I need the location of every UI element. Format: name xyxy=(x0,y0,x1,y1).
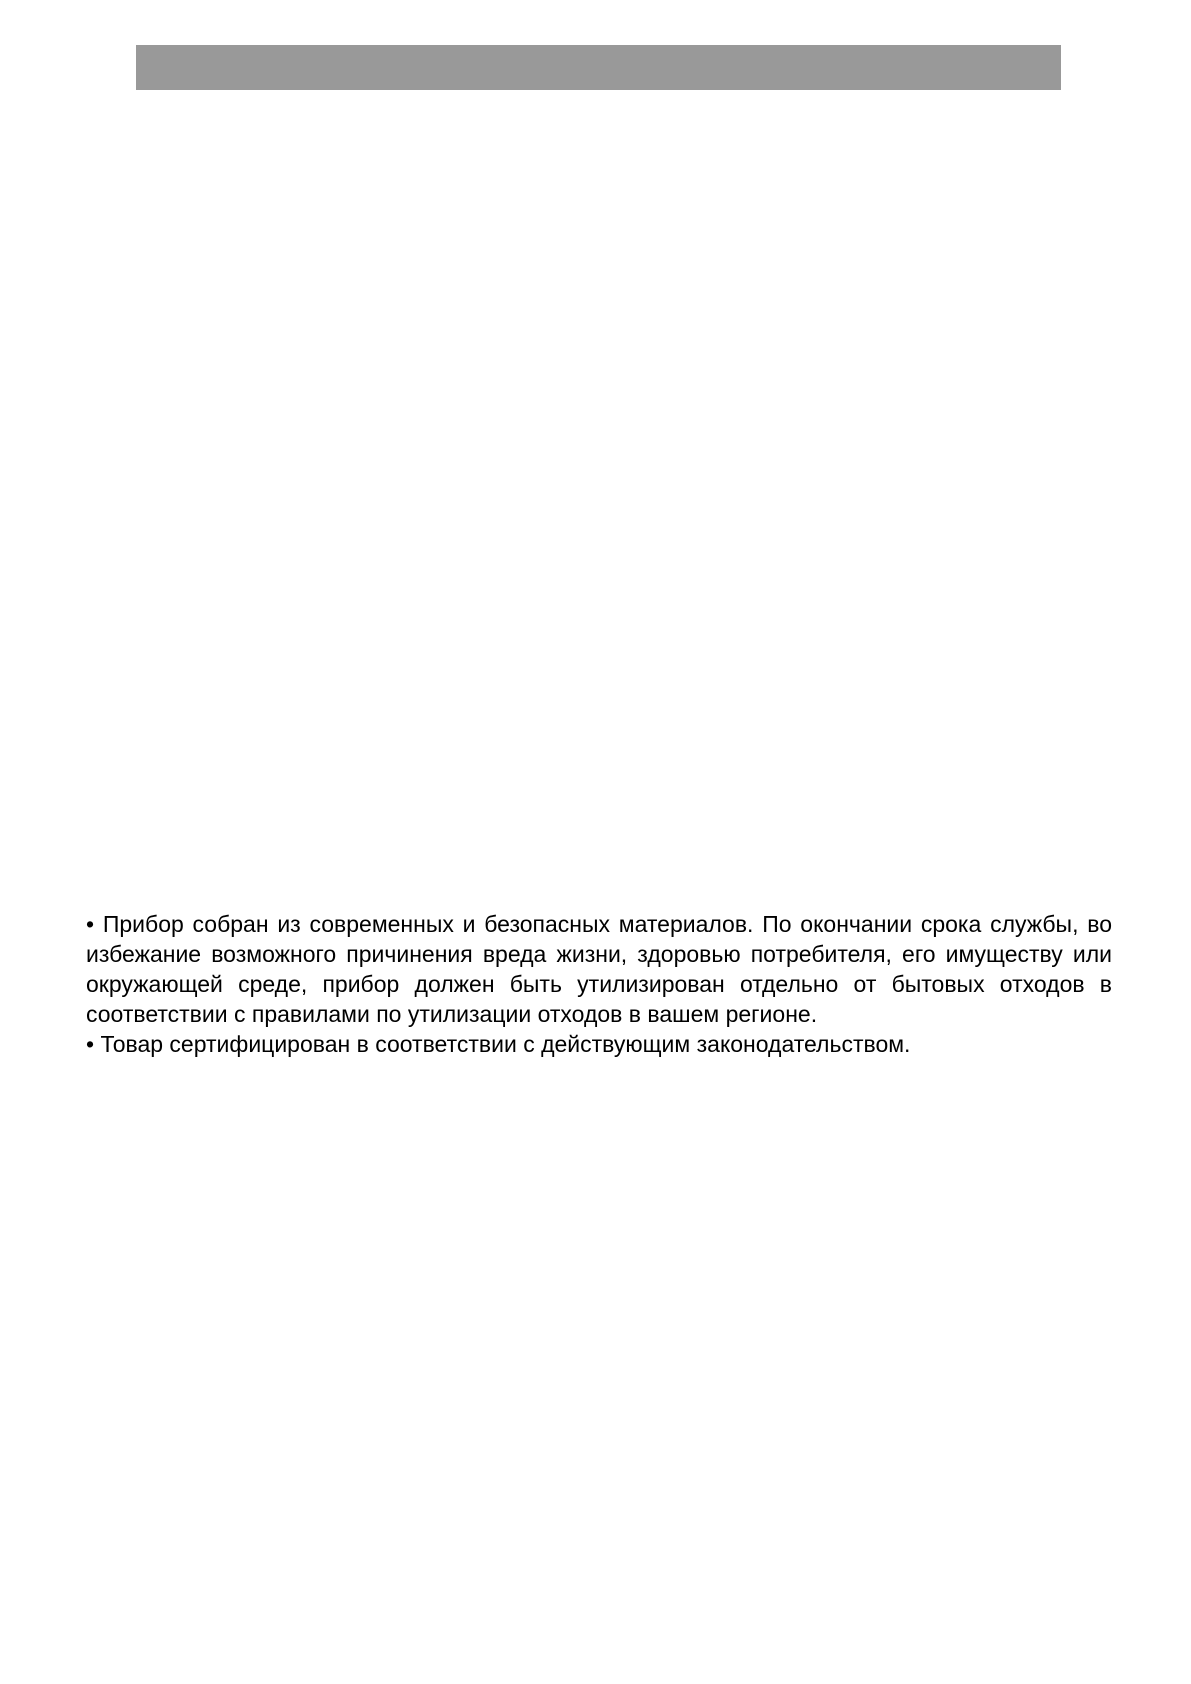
note-certification-text: Товар сертифицирован в соответствии с действующим законодательством. xyxy=(100,1031,911,1057)
bullet: • xyxy=(86,911,95,937)
header-bar xyxy=(136,45,1061,90)
note-certification xyxy=(86,1029,1112,1059)
notes-section xyxy=(86,909,1112,1059)
bullet: • xyxy=(86,1031,95,1057)
note-disposal-text: Прибор собран из современных и безопасных материалов. По окончании срока службы, во избежание возможного причинения вреда жизни, здоровью потребителя, его имуществу или окружающей среде, прибор должен быть утилизирован отдельно от бытовых отходов в соответствии с правилами по утилизации отходов в вашем регионе. xyxy=(86,911,1113,1027)
note-disposal xyxy=(86,909,1112,1029)
